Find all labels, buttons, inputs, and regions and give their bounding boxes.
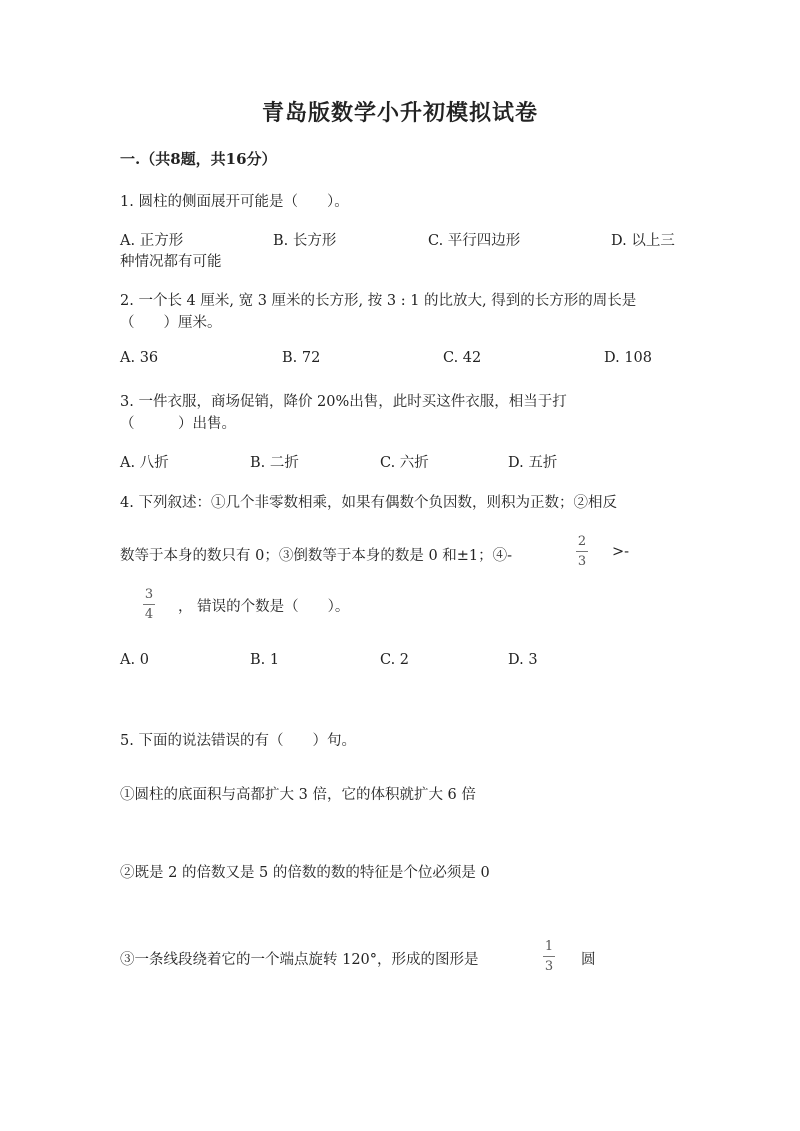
fraction-numerator: 3 [144, 587, 154, 602]
q1-option-d: D. 以上三 [611, 233, 675, 249]
q2-option-b: B. 72 [282, 350, 321, 366]
question-2-line-2: （ ）厘米。 [120, 315, 222, 331]
q1-option-d-wrap: 种情况都有可能 [120, 254, 222, 270]
q3-option-a: A. 八折 [120, 455, 169, 471]
question-4-line-2: 数等于本身的数只有 0；③倒数等于本身的数是 0 和±1；④- [120, 548, 513, 564]
q2-option-a: A. 36 [120, 350, 159, 366]
q1-option-a: A. 正方形 [120, 233, 184, 249]
fraction-denominator: 3 [544, 959, 554, 974]
question-1: 1. 圆柱的侧面展开可能是（ ）。 [120, 194, 349, 210]
q1-option-c: C. 平行四边形 [428, 233, 521, 249]
q4-option-a: A. 0 [120, 652, 149, 668]
q3-option-b: B. 二折 [250, 455, 299, 471]
question-4-line-1: 4. 下列叙述：①几个非零数相乘，如果有偶数个负因数，则积为正数；②相反 [120, 495, 617, 511]
q1-option-b: B. 长方形 [273, 233, 337, 249]
q4-option-d: D. 3 [508, 652, 538, 668]
question-5: 5. 下面的说法错误的有（ ）句。 [120, 733, 356, 749]
q3-option-c: C. 六折 [380, 455, 429, 471]
section-heading: 一.（共8题，共16分） [120, 150, 277, 168]
q4-option-b: B. 1 [250, 652, 280, 668]
page-title: 青岛版数学小升初模拟试卷 [261, 100, 538, 126]
fraction-bar [543, 956, 555, 957]
fraction-one-third [543, 940, 555, 973]
greater-than-negative: >- [612, 544, 630, 560]
q3-option-d: D. 五折 [508, 455, 558, 471]
fraction-three-quarters [143, 588, 155, 621]
q2-option-d: D. 108 [604, 350, 653, 366]
question-4-line-3: ， 错误的个数是（ ）。 [178, 599, 350, 615]
question-2-line-1: 2. 一个长 4 厘米, 宽 3 厘米的长方形, 按 3 : 1 的比放大, 得到的长方形的周长是 [120, 293, 637, 309]
fraction-two-thirds [576, 535, 588, 568]
q5-statement-3: ③一条线段绕着它的一个端点旋转 120°，形成的图形是 [120, 952, 479, 968]
fraction-denominator: 3 [577, 554, 587, 569]
q5-statement-2: ②既是 2 的倍数又是 5 的倍数的数的特征是个位必须是 0 [120, 865, 490, 881]
fraction-numerator: 2 [577, 534, 587, 549]
fraction-bar [143, 604, 155, 605]
q4-option-c: C. 2 [380, 652, 410, 668]
q5-statement-1: ①圆柱的底面积与高都扩大 3 倍，它的体积就扩大 6 倍 [120, 787, 476, 803]
fraction-numerator: 1 [544, 939, 554, 954]
q2-option-c: C. 42 [443, 350, 482, 366]
question-3-line-2: （ ）出售。 [120, 416, 236, 432]
fraction-bar [576, 551, 588, 552]
fraction-denominator: 4 [144, 607, 154, 622]
q5-statement-3-end: 圆 [581, 952, 596, 968]
question-3-line-1: 3. 一件衣服，商场促销，降价 20%出售，此时买这件衣服，相当于打 [120, 394, 567, 410]
